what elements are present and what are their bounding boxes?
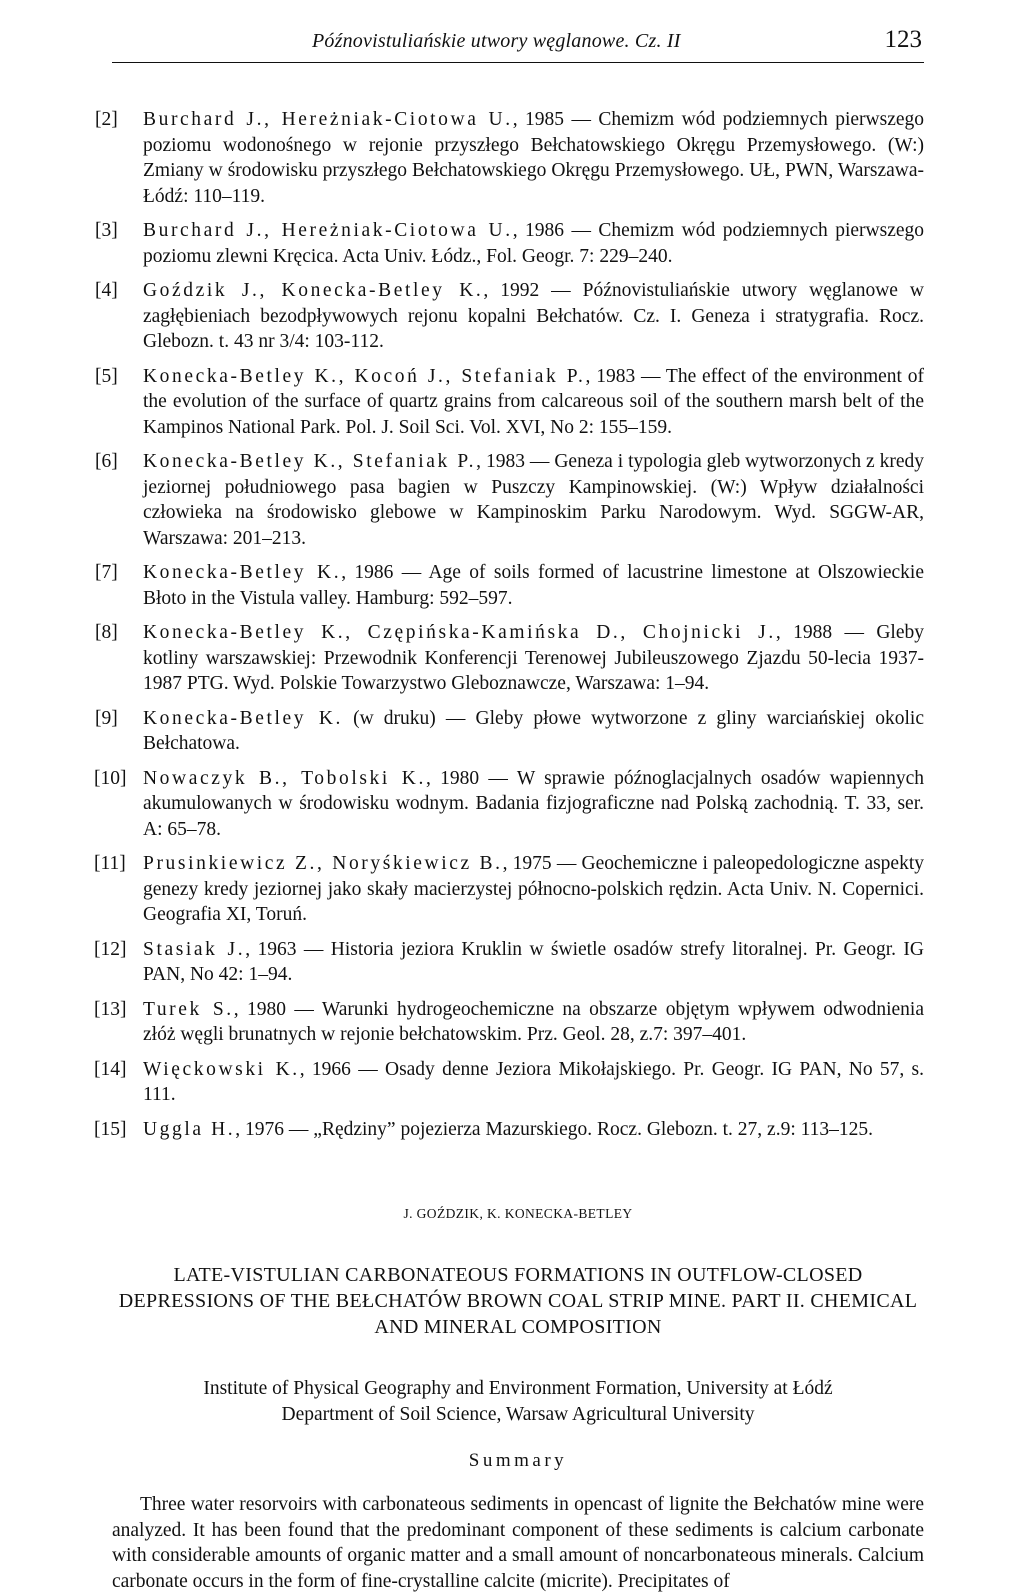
reference-authors: Więckowski K. (143, 1058, 300, 1080)
reference-number: [12] (94, 938, 127, 960)
reference-number: [13] (94, 998, 127, 1020)
reference-text: , 1983 — Geneza i typologia gleb wytworzonych z kredy jeziornej południowego pasa bagien w Puszczy Kampinowskiej. (W:) Wpływ działalności człowieka na środowisko glebowe w Kampinoskim Parku Narodowym. Wyd. SGGW-AR, Warszawa: 201–213. (143, 451, 924, 549)
reference-authors: Konecka-Betley K., Czępińska-Kamińska D., Chojnicki J. (143, 622, 776, 643)
reference-text: , 1966 — Osady denne Jeziora Mikołajskiego. Pr. Geogr. IG PAN, No 57, s. 111. (143, 1058, 924, 1105)
reference-text: , 1980 — W sprawie późnoglacjalnych osadów wapiennych akumulowanych w środowisku wodnym. Badania fizjograficzne nad Polską zachodnią. T. 33, ser. A: 65–78. (143, 767, 924, 840)
reference-text: , 1963 — Historia jeziora Kruklin w świetle osadów strefy litoralnej. Pr. Geogr. IG PAN, No 42: 1–94. (143, 938, 924, 985)
reference-text: , 1986 — Age of soils formed of lacustrine limestone at Olszowieckie Błoto in the Vistula valley. Hamburg: 592–597. (143, 562, 924, 609)
reference-item (94, 766, 924, 843)
reference-text: (w druku) — Gleby płowe wytworzone z gliny warciańskiej okolic Bełchatowa. (143, 707, 924, 754)
reference-text: , 1985 — Chemizm wód podziemnych pierwszego poziomu wodonośnego w rejonie przyszłego Bełchatowskiego Okręgu Przemysłowego. (W:) Zmiany w środowisku przyszłego Bełchatowskiego Okręgu Przemysłowego. UŁ, PWN, Warszawa-Łódź: 110–119. (143, 109, 924, 207)
affiliations (112, 1376, 924, 1428)
reference-number: [14] (94, 1058, 127, 1080)
reference-text: , 1988 — Gleby kotliny warszawskiej: Przewodnik Konferencji Terenowej Jubileuszowego Zjazdu 50-lecia 1937-1987 PTG. Wyd. Polskie Towarzystwo Gleboznawcze, Warszawa: 1–94. (143, 622, 924, 694)
article-authors: J. GOŹDZIK, K. KONECKA-BETLEY (403, 1206, 633, 1221)
reference-item (95, 278, 924, 355)
reference-text: , 1976 — „Rędziny” pojezierza Mazurskiego. Rocz. Glebozn. t. 27, z.9: 113–125. (235, 1118, 874, 1140)
reference-authors: Konecka-Betley K. (143, 562, 342, 583)
reference-item (95, 620, 924, 697)
reference-number: [2] (95, 109, 118, 130)
reference-item (94, 997, 924, 1048)
reference-text: , 1980 — Warunki hydrogeochemiczne na obszarze objętym wpływem odwodnienia złóż węgli brunatnych w rejonie bełchatowskim. Prz. Geol. 28, z.7: 397–401. (143, 998, 924, 1045)
running-header (112, 22, 924, 63)
reference-text: , 1975 — Geochemiczne i paleopedologiczne aspekty genezy kredy jeziornej jako skały macierzystej północno-polskich rędzin. Acta Univ. N. Copernici. Geografia XI, Toruń. (143, 853, 925, 925)
affiliation-2: Department of Soil Science, Warsaw Agricultural University (281, 1404, 755, 1425)
reference-authors: Burchard J., Hereżniak-Ciotowa U. (143, 220, 513, 241)
reference-number: [7] (95, 562, 118, 583)
journal-page (94, 22, 925, 1594)
article-title: LATE-VISTULIAN CARBONATEOUS FORMATIONS IN OUTFLOW-CLOSED DEPRESSIONS OF THE BEŁCHATÓW BROWN COAL STRIP MINE. PART II. CHEMICAL AND MINERAL COMPOSITION (118, 1264, 918, 1338)
reference-number: [3] (95, 220, 118, 241)
reference-item (95, 449, 924, 551)
reference-authors: Burchard J., Hereżniak-Ciotowa U. (143, 109, 513, 130)
reference-item (94, 937, 924, 988)
reference-authors: Stasiak J. (143, 938, 246, 960)
reference-text: , 1983 — The effect of the environment of the evolution of the surface of quartz grains from calcareous soil of the southern marsh belt of the Kampinos National Park. Pol. J. Soil Sci. Vol. XVI, No 2: 155–159. (143, 365, 924, 438)
reference-authors: Goździk J., Konecka-Betley K. (143, 280, 484, 301)
running-title: Późnovistuliańskie utwory węglanowe. Cz. II (312, 30, 681, 52)
reference-item (95, 218, 924, 269)
reference-text: , 1992 — Późnovistuliańskie utwory węglanowe w zagłębieniach bezodpływowych rejonu kopalni Bełchatów. Cz. I. Geneza i stratygrafia. Rocz. Glebozn. t. 43 nr 3/4: 103-112. (143, 280, 924, 352)
reference-number: [11] (94, 853, 126, 874)
reference-authors: Uggla H. (143, 1118, 236, 1140)
reference-item (95, 706, 924, 757)
reference-text: , 1986 — Chemizm wód podziemnych pierwszego poziomu zlewni Kręcica. Acta Univ. Łódz., Fol. Geogr. 7: 229–240. (143, 220, 924, 267)
reference-item (95, 364, 924, 441)
reference-number: [4] (95, 280, 118, 301)
reference-item (94, 851, 925, 928)
reference-item (94, 1117, 924, 1143)
reference-authors: Konecka-Betley K. (143, 707, 343, 729)
summary-heading: Summary (468, 1450, 568, 1471)
reference-item (95, 560, 924, 611)
reference-item (95, 107, 924, 209)
reference-item (94, 1057, 924, 1108)
reference-authors: Turek S. (143, 998, 234, 1020)
reference-authors: Konecka-Betley K., Kocoń J., Stefaniak P. (143, 365, 586, 387)
reference-number: [5] (95, 365, 118, 387)
reference-list (94, 107, 925, 1142)
reference-number: [6] (95, 451, 118, 472)
reference-number: [10] (94, 767, 127, 789)
affiliation-1: Institute of Physical Geography and Environment Formation, University at Łódź (203, 1378, 833, 1399)
reference-authors: Prusinkiewicz Z., Noryśkiewicz B. (143, 853, 503, 874)
reference-number: [15] (94, 1118, 127, 1140)
reference-number: [9] (95, 707, 118, 729)
reference-authors: Nowaczyk B., Tobolski K. (143, 767, 426, 789)
reference-authors: Konecka-Betley K., Stefaniak P. (143, 451, 477, 472)
summary-text: Three water resorvoirs with carbonateous sediments in opencast of lignite the Bełchatów mine were analyzed. It has been found that the predominant component of these sediments is calcium carbonate with considerable amounts of organic matter and a small amount of noncarbonateous minerals. Calcium carbonate occurs in the form of fine-crystalline calcite (micrite). Precipitates of (112, 1494, 924, 1592)
reference-number: [8] (95, 622, 118, 643)
page-number: 123 (884, 26, 922, 53)
